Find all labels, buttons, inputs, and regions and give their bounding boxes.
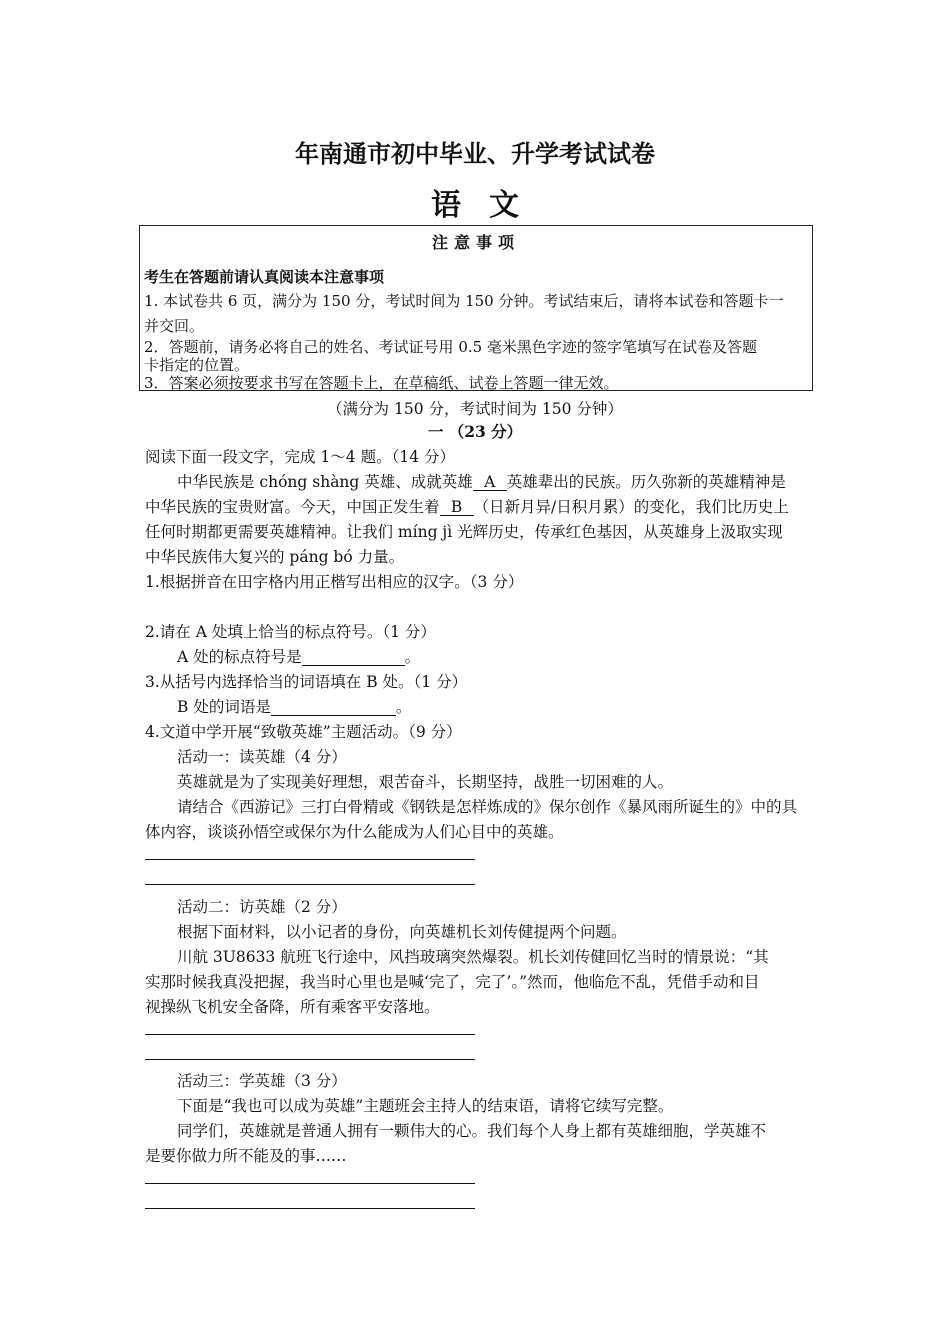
activity-1-definition: 英雄就是为了实现美好理想，艰苦奋斗，长期坚持，战胜一切困难的人。 <box>177 773 674 791</box>
notice-heading: 注意事项 <box>431 233 520 252</box>
activity-2-material-2: 实那时候我真没把握，我当时心里也是喊‘完了，完了’。”然而，他临危不乱，凭借手动和目 <box>145 973 760 991</box>
activity-1-title: 活动一：读英雄（4 分） <box>177 748 347 766</box>
passage-line-2: 中华民族的宝贵财富。今天，中国正发生着 B （日新月异/日积月累）的变化，我们比历史上 <box>145 498 789 516</box>
question-2-answer: A 处的标点符号是 。 <box>177 648 421 666</box>
notice-intro: 考生在答题前请认真阅读本注意事项 <box>144 268 385 286</box>
section-one-heading: 一 （23 分） <box>427 422 523 441</box>
answer-line-2[interactable] <box>145 884 475 885</box>
activity-1-prompt-1: 请结合《西游记》三打白骨精或《钢铁是怎样炼成的》保尔创作《暴风雨所诞生的》中的具 <box>177 798 798 816</box>
answer-line-6[interactable] <box>145 1208 475 1209</box>
activity-2-material-1: 川航 3U8633 航班飞行途中，风挡玻璃突然爆裂。机长刘传健回忆当时的情景说：“其 <box>177 948 769 966</box>
blank-b: B <box>440 500 474 516</box>
activity-2-instruction: 根据下面材料，以小记者的身份，向英雄机长刘传健提两个问题。 <box>177 923 627 941</box>
question-1: 1.根据拼音在田字格内用正楷写出相应的汉字。（3 分） <box>145 573 524 591</box>
activity-3-material-2: 是要你做力所不能及的事…… <box>145 1147 347 1165</box>
question-3: 3.从括号内选择恰当的词语填在 B 处。（1 分） <box>145 673 468 691</box>
notice-box <box>139 225 813 391</box>
activity-3-instruction: 下面是“我也可以成为英雄”主题班会主持人的结束语，请将它续写完整。 <box>177 1097 674 1115</box>
notice-item-1b: 并交回。 <box>144 317 205 335</box>
activity-3-material-1: 同学们，英雄就是普通人拥有一颗伟大的心。我们每个人身上都有英雄细胞，学英雄不 <box>177 1122 767 1140</box>
question-3-answer: B 处的词语是 。 <box>177 698 412 716</box>
answer-line-1[interactable] <box>145 859 475 860</box>
answer-blank-2[interactable] <box>302 650 405 666</box>
blank-a: A <box>473 475 507 491</box>
exam-title: 年南通市初中毕业、升学考试试卷 <box>295 139 655 168</box>
question-4: 4.文道中学开展“致敬英雄”主题活动。（9 分） <box>145 723 462 741</box>
activity-2-title: 活动二：访英雄（2 分） <box>177 898 347 916</box>
answer-line-3[interactable] <box>145 1034 475 1035</box>
activity-3-title: 活动三：学英雄（3 分） <box>177 1072 347 1090</box>
subject-title: 语文 <box>431 188 547 223</box>
question-2: 2.请在 A 处填上恰当的标点符号。（1 分） <box>145 623 436 641</box>
passage-line-1: 中华民族是 chóng shàng 英雄、成就英雄 A 英雄辈出的民族。历久弥新的英雄精神是 <box>177 473 786 491</box>
answer-blank-3[interactable] <box>271 700 396 716</box>
score-time: （满分为 150 分，考试时间为 150 分钟） <box>327 400 623 418</box>
activity-1-prompt-2: 体内容，谈谈孙悟空或保尔为什么能成为人们心目中的英雄。 <box>145 823 564 841</box>
passage-line-4: 中华民族伟大复兴的 páng bó 力量。 <box>145 548 405 566</box>
notice-item-2b: 卡指定的位置。 <box>144 356 250 374</box>
answer-line-5[interactable] <box>145 1183 475 1184</box>
passage-line-3: 任何时期都更需要英雄精神。让我们 míng jì 光辉历史，传承红色基因，从英雄身上汲取实现 <box>145 523 783 541</box>
answer-line-4[interactable] <box>145 1059 475 1060</box>
notice-item-3: 3．答案必须按要求书写在答题卡上，在草稿纸、试卷上答题一律无效。 <box>144 374 619 392</box>
reading-instruction: 阅读下面一段文字，完成 1～4 题。（14 分） <box>145 448 455 466</box>
notice-item-2a: 2．答题前，请务必将自己的姓名、考试证号用 0.5 毫米黑色字迹的签字笔填写在试卷及答题 <box>144 338 757 356</box>
notice-item-1a: 1. 本试卷共 6 页，满分为 150 分，考试时间为 150 分钟。考试结束后，请将本试卷和答题卡一 <box>144 292 784 310</box>
activity-2-material-3: 视操纵飞机安全备降，所有乘客平安落地。 <box>145 998 440 1016</box>
